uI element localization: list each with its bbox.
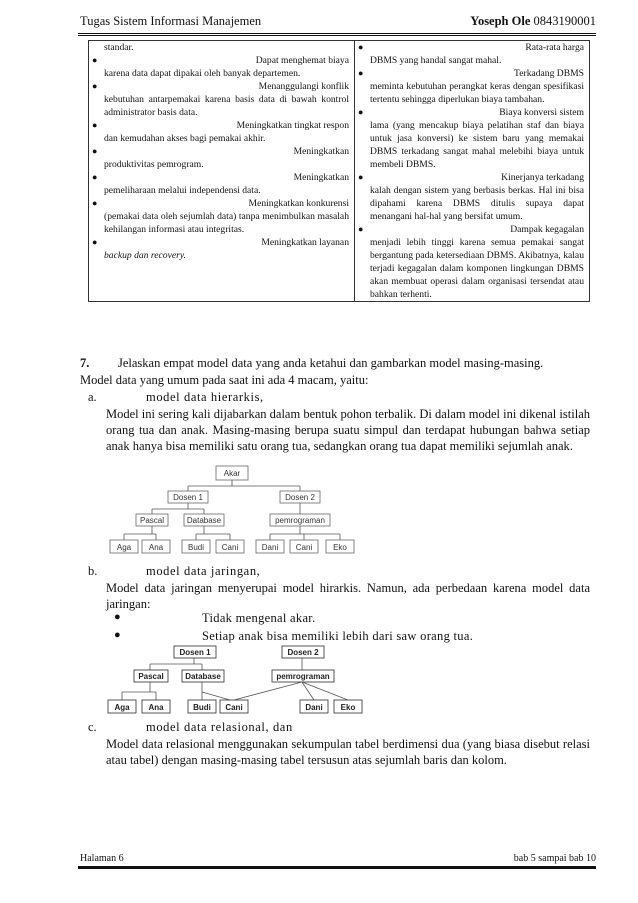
section-c-heading	[88, 720, 588, 736]
dis-item-4: ● Dampak kegagalan menjadi lebih tinggi karena semua pemakai sangat bergantung pada ketersediaan DBMS. Akibatnya, kalau terjadi kegagalan dalam komponen lingkungan DBMS akan membuat operasi dalam organisasi tersendat atau bahkan terhenti.	[358, 224, 584, 300]
bullet-icon: ●	[92, 55, 98, 65]
section-a-paragraph: Model ini sering kali dijabarkan dalam bentuk pohon terbalik. Di dalam model ini dikenal istilah orang tua dan anak. Masing-masing berupa suatu simpul dan terdapat hubungan bahwa setiap anak hanya bisa memiliki satu orang tua, sedangkan orang tua dapat memiliki sejumlah anak.	[106, 407, 590, 453]
tree-leaf-cani-2: Cani	[295, 543, 313, 552]
adv-item-0: standar.	[104, 42, 134, 53]
tree-node-pemrograman: pemrograman	[275, 516, 325, 525]
page-header	[80, 14, 596, 32]
comparison-table	[88, 40, 590, 302]
dis-item-2: ● Biaya konversi sistem lama (yang mencakup biaya pelatihan staf dan biaya untuk jasa konversi) ke sistem baru yang memakai DBMS terkadang sangat mahal melebihi biaya untuk membeli DBMS.	[358, 107, 584, 170]
section-b-title: model data jaringan,	[146, 564, 261, 578]
net-leaf-budi: Budi	[193, 703, 211, 712]
section-c-label: c.	[88, 720, 97, 734]
tree-leaf-cani: Cani	[221, 543, 239, 552]
net-leaf-eko: Eko	[340, 703, 356, 712]
advantages-cell	[89, 41, 355, 302]
tree-leaf-ana: Ana	[148, 543, 164, 552]
adv-item-7: ● Meningkatkan layanan backup dan recovery.	[92, 237, 349, 261]
dis-item-0: ● Rata-rata harga DBMS yang handal sangat mahal.	[358, 42, 584, 66]
bullet-icon: ●	[92, 198, 98, 208]
footer-page-number: Halaman 6	[80, 853, 124, 864]
header-author	[470, 14, 596, 29]
header-author-id: 0843190001	[533, 14, 596, 28]
bullet-icon: ●	[114, 611, 121, 623]
section-b-bullet-2: ● Setiap anak bisa memiliki lebih dari saw orang tua.	[114, 629, 474, 643]
dis-item-1: ● Terkadang DBMS meminta kebutuhan perangkat keras dengan spesifikasi tertentu sehingga diperlukan biaya tambahan.	[358, 68, 584, 105]
tree-node-root: Akar	[223, 469, 241, 478]
bullet-icon: ●	[92, 120, 98, 130]
section-a-heading	[88, 390, 588, 406]
section-b-paragraph: Model data jaringan menyerupai model hirarkis. Namun, ada perbedaan karena model data jaringan:	[106, 581, 590, 611]
tree-leaf-aga: Aga	[116, 543, 132, 552]
net-node-pascal: Pascal	[138, 672, 164, 681]
tree-leaf-budi: Budi	[187, 543, 205, 552]
header-course-title: Tugas Sistem Informasi Manajemen	[80, 14, 262, 28]
bullet-icon: ●	[358, 42, 364, 52]
net-leaf-dani: Dani	[305, 703, 323, 712]
net-node-database: Database	[185, 672, 221, 681]
dis-item-3: ● Kinerjanya terkadang kalah dengan sistem yang berbasis berkas. Hal ini bisa dipahami karena DBMS ditulis supaya dapat menangani hal-hal yang bersifat umum.	[358, 172, 584, 222]
section-c-paragraph: Model data relasional menggunakan sekumpulan tabel berdimensi dua (yang biasa disebut relasi atau tabel) dengan masing-masing tabel tersusun atas sejumlah baris dan kolom.	[106, 737, 590, 767]
network-model-diagram	[104, 644, 374, 716]
header-author-name: Yoseph Ole	[470, 14, 531, 28]
adv-item-3: ● Meningkatkan tingkat respon dan kemudahan akses bagi pemakai akhir.	[92, 120, 349, 144]
bullet-icon: ●	[114, 629, 121, 641]
tree-node-pascal: Pascal	[139, 516, 165, 525]
tree-node-dosen2: Dosen 2	[285, 493, 315, 502]
tree-leaf-eko: Eko	[333, 543, 347, 552]
header-rule	[78, 33, 596, 38]
net-node-pemrograman: pemrograman	[276, 672, 330, 681]
tree-node-dosen1: Dosen 1	[173, 493, 203, 502]
section-b-bullets	[114, 611, 584, 647]
bullet-icon: ●	[92, 81, 98, 91]
bullet-icon: ●	[358, 172, 364, 182]
bullet-icon: ●	[92, 237, 98, 247]
answer-intro: Model data yang umum pada saat ini ada 4 macam, yaitu:	[80, 373, 369, 387]
section-b-label: b.	[88, 564, 98, 578]
bullet-icon: ●	[358, 107, 364, 117]
tree-node-database: Database	[186, 516, 222, 525]
disadvantages-cell	[355, 41, 590, 302]
adv-item-2: ● Menanggulangi konflik kebutuhan antarpemakai karena basis data di bawah kontrol administrator basis data.	[92, 81, 349, 118]
question-7	[80, 356, 543, 371]
net-node-dosen2: Dosen 2	[287, 648, 319, 657]
adv-item-1: ● Dapat menghemat biaya karena data dapat dipakai oleh banyak departemen.	[92, 55, 349, 79]
adv-item-4: ● Meningkatkan produktivitas pemrogram.	[92, 146, 349, 170]
section-a-label: a.	[88, 390, 97, 404]
section-b-heading	[88, 564, 588, 580]
bullet-icon: ●	[92, 146, 98, 156]
footer-rule	[78, 866, 596, 869]
net-leaf-ana: Ana	[148, 703, 164, 712]
adv-item-6: ● Meningkatkan konkurensi (pemakai data oleh sejumlah data) tanpa menimbulkan masalah kehilangan informasi atau integritas.	[92, 198, 349, 235]
hierarchical-tree-diagram	[100, 462, 360, 562]
section-b-bullet-1: ● Tidak mengenal akar.	[114, 611, 316, 625]
page-footer	[80, 853, 596, 864]
net-leaf-aga: Aga	[114, 703, 130, 712]
net-node-dosen1: Dosen 1	[179, 648, 211, 657]
bullet-icon: ●	[358, 224, 364, 234]
bullet-icon: ●	[92, 172, 98, 182]
adv-item-5: ● Meningkatkan pemeliharaan melalui independensi data.	[92, 172, 349, 196]
bullet-icon: ●	[358, 68, 364, 78]
footer-chapter-range: bab 5 sampai bab 10	[513, 853, 596, 864]
net-leaf-cani: Cani	[225, 703, 243, 712]
section-c-title: model data relasional, dan	[146, 720, 293, 734]
section-a-title: model data hierarkis,	[146, 390, 264, 404]
question-number: 7.	[80, 356, 90, 370]
question-text: Jelaskan empat model data yang anda ketahui dan gambarkan model masing-masing.	[118, 356, 544, 370]
tree-leaf-dani: Dani	[261, 543, 279, 552]
